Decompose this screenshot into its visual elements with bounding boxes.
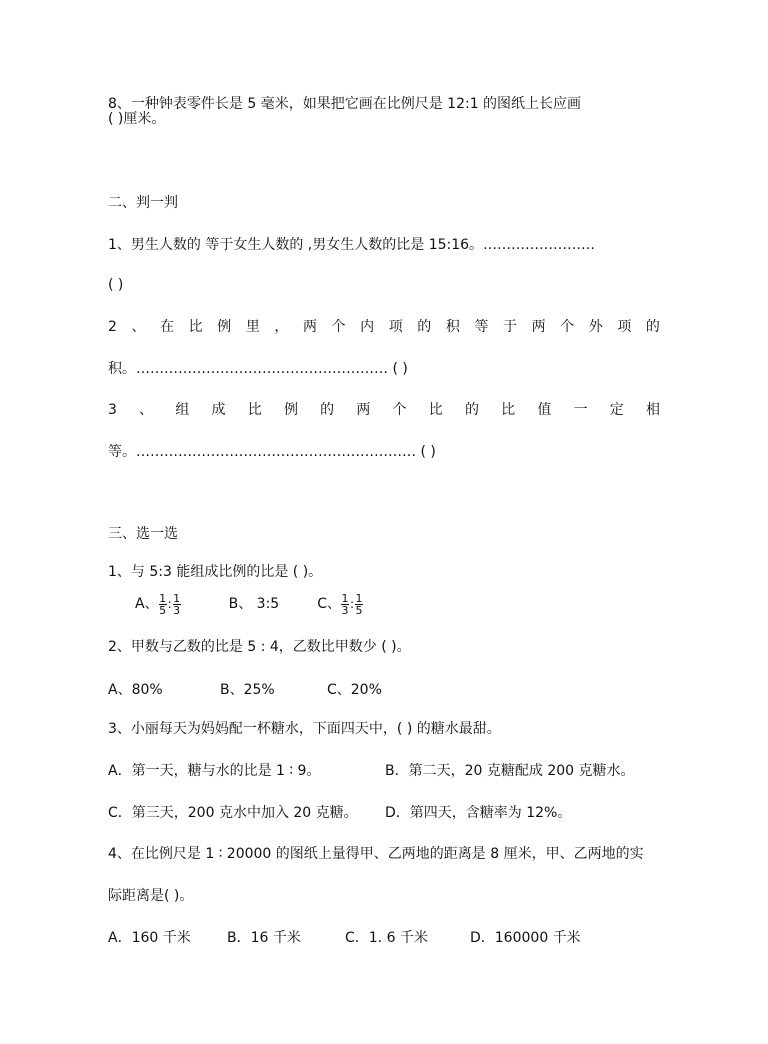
s2-item2-char: 两 [531,319,546,335]
s2-item3-char: 比 [247,402,262,418]
s2-item2-char: 于 [503,319,518,335]
q1-option-c-frac2: $\frac{1}{5}$ [355,591,363,617]
s2-item3-line2: 等。…………………………………………………… ( ) [108,444,436,460]
s2-item3-char: 的 [320,402,335,418]
s2-item2-char: 的 [417,319,432,335]
s2-item2-char: 例 [217,319,232,335]
s2-item3-line1 [108,401,660,419]
q4-option-b: B．16 千米 [227,930,301,946]
s2-item2-char: 、 [131,319,146,335]
s2-item2-char: 等 [474,319,489,335]
s2-item3-char: 两 [356,402,371,418]
q3-option-b: B．第二天，20 克糖配成 200 克糖水。 [385,763,635,779]
s3-q2-stem: 2、甲数与乙数的比是 5 : 4，乙数比甲数少 ( )。 [108,639,411,655]
q4-option-a: A．160 千米 [108,930,191,946]
s2-item2-char: 内 [360,319,375,335]
s2-item2-char: 个 [560,319,575,335]
s2-item2-line1 [108,318,660,336]
q2-option-c: C、20% [327,682,382,698]
s2-item3-char: 、 [139,402,154,418]
s2-item3-char: 3 [108,402,117,418]
s2-item2-line2: 积。……………………………………………… ( ) [108,361,408,377]
s2-item2-char: 项 [617,319,632,335]
q1-option-c-label: C、 [317,596,341,612]
s3-q1-stem: 1、与 5:3 能组成比例的比是 ( )。 [108,564,323,580]
q1-option-a-label: A、 [135,596,159,612]
q1-option-a-frac1: $\frac{1}{5}$ [159,591,167,617]
s2-item2-char: ， [274,319,289,335]
q2-option-b: B、25% [220,682,275,698]
s3-q4-line2: 际距离是( )。 [108,888,194,904]
s2-item3-char: 比 [428,402,443,418]
q4-option-c: C．1. 6 千米 [345,930,428,946]
q1-option-a-frac2: $\frac{1}{3}$ [173,591,181,617]
s2-item3-char: 例 [283,402,298,418]
section3-title: 三、选一选 [108,526,178,542]
section2-title: 二、判一判 [108,195,178,211]
s2-item2-char: 两 [302,319,317,335]
q2-option-a: A、80% [108,682,163,698]
q1-option-b: B、 3:5 [228,596,280,612]
s2-item3-char: 的 [464,402,479,418]
s2-item3-char: 组 [175,402,190,418]
q3-option-a: A．第一天，糖与水的比是 1 ∶ 9。 [108,763,321,779]
s2-item1-line2: ( ) [108,277,124,293]
s2-item1-line1: 1、男生人数的 等于女生人数的 ,男女生人数的比是 15:16。…………………… [108,237,596,253]
s2-item3-char: 个 [392,402,407,418]
s2-item3-char: 一 [573,402,588,418]
q1-option-c-frac1: $\frac{1}{3}$ [341,591,349,617]
q4-option-d: D．160000 千米 [470,930,581,946]
s2-item2-char: 比 [188,319,203,335]
s2-item2-char: 的 [645,319,660,335]
s2-item2-char: 个 [331,319,346,335]
q8-line2: ( )厘米。 [108,111,166,127]
s2-item2-char: 在 [160,319,175,335]
s2-item2-char: 积 [445,319,460,335]
s2-item3-char: 值 [537,402,552,418]
s2-item2-char: 里 [245,319,260,335]
s2-item2-char: 外 [588,319,603,335]
q8-line1: 8、一种钟表零件长是 5 毫米，如果把它画在比例尺是 12:1 的图纸上长应画 [108,96,582,112]
s3-q1-options: A、 $\frac{1}{5}$ : $\frac{1}{3}$ B、 3:5 C、 $\frac{1}{3}$ : $\frac{1}{5}$ [135,591,363,617]
s3-q3-stem: 3、小丽每天为妈妈配一杯糖水，下面四天中，( ) 的糖水最甜。 [108,721,501,737]
s2-item3-char: 相 [645,402,660,418]
q3-option-d: D．第四天，含糖率为 12%。 [385,805,572,821]
s2-item3-char: 定 [609,402,624,418]
s3-q4-line1: 4、在比例尺是 1 ∶ 20000 的图纸上量得甲、乙两地的距离是 8 厘米，甲、乙两地的实 [108,846,644,862]
s2-item2-char: 项 [388,319,403,335]
s2-item3-char: 比 [501,402,516,418]
s2-item2-char: 2 [108,319,117,335]
q3-option-c: C．第三天，200 克水中加入 20 克糖。 [108,805,358,821]
s2-item3-char: 成 [211,402,226,418]
